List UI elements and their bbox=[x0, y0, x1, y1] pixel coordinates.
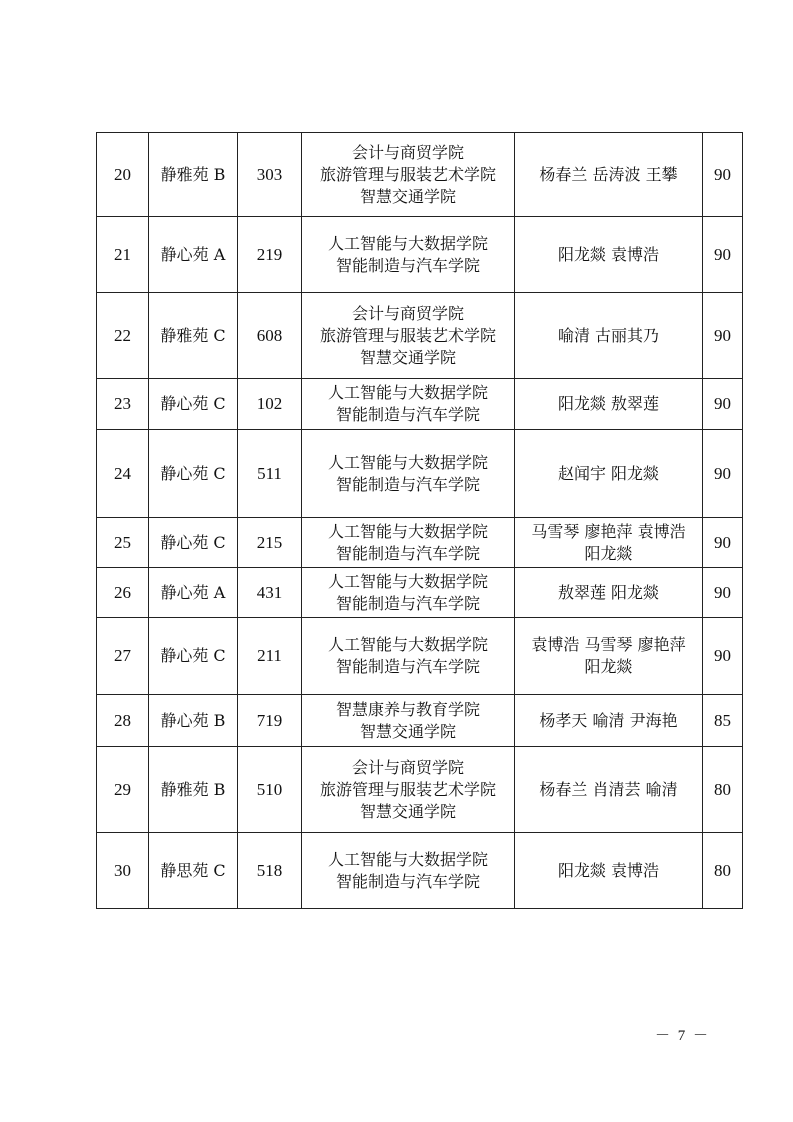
college-line: 智能制造与汽车学院 bbox=[335, 255, 480, 275]
colleges-cell bbox=[302, 293, 515, 379]
college-line: 智能制造与汽车学院 bbox=[335, 657, 480, 676]
college-line: 会计与商贸学院 bbox=[351, 142, 464, 162]
member-line: 阳龙燚 袁博浩 bbox=[557, 244, 660, 264]
table-row bbox=[97, 518, 743, 568]
row-number: 24 bbox=[97, 430, 149, 518]
row-number: 23 bbox=[97, 379, 149, 430]
building-cell: 静雅苑 B bbox=[149, 747, 238, 833]
building-cell: 静心苑 A bbox=[149, 217, 238, 293]
colleges-cell bbox=[302, 747, 515, 833]
members-cell bbox=[515, 568, 703, 618]
colleges-cell bbox=[302, 568, 515, 618]
colleges-cell bbox=[302, 430, 515, 518]
college-line: 智能制造与汽车学院 bbox=[335, 593, 480, 613]
room-cell: 510 bbox=[238, 747, 302, 833]
members-cell bbox=[515, 695, 703, 747]
room-cell: 719 bbox=[238, 695, 302, 747]
row-number: 27 bbox=[97, 618, 149, 695]
score-cell: 90 bbox=[703, 518, 743, 568]
member-line: 阳龙燚 敖翠莲 bbox=[557, 394, 660, 413]
member-line: 袁博浩 马雪琴 廖艳萍 bbox=[531, 635, 686, 654]
members-cell bbox=[515, 518, 703, 568]
colleges-cell bbox=[302, 695, 515, 747]
members-cell bbox=[515, 747, 703, 833]
colleges-cell bbox=[302, 217, 515, 293]
colleges-cell bbox=[302, 133, 515, 217]
score-cell: 90 bbox=[703, 379, 743, 430]
building-cell: 静心苑 C bbox=[149, 618, 238, 695]
college-line: 智慧交通学院 bbox=[359, 721, 456, 741]
room-cell: 511 bbox=[238, 430, 302, 518]
row-number: 21 bbox=[97, 217, 149, 293]
table-row bbox=[97, 379, 743, 430]
members-cell bbox=[515, 133, 703, 217]
score-cell: 90 bbox=[703, 430, 743, 518]
college-line: 旅游管理与服装艺术学院 bbox=[319, 779, 496, 799]
building-cell: 静心苑 C bbox=[149, 379, 238, 430]
table-row bbox=[97, 695, 743, 747]
members-cell bbox=[515, 833, 703, 909]
building-cell: 静雅苑 B bbox=[149, 133, 238, 217]
member-line: 阳龙燚 bbox=[584, 543, 633, 563]
room-cell: 102 bbox=[238, 379, 302, 430]
table-row bbox=[97, 747, 743, 833]
score-cell: 85 bbox=[703, 695, 743, 747]
building-cell: 静心苑 A bbox=[149, 568, 238, 618]
college-line: 人工智能与大数据学院 bbox=[327, 452, 488, 472]
colleges-cell bbox=[302, 833, 515, 909]
members-cell bbox=[515, 293, 703, 379]
members-cell bbox=[515, 618, 703, 695]
colleges-cell bbox=[302, 618, 515, 695]
college-line: 人工智能与大数据学院 bbox=[327, 521, 488, 541]
member-line: 喻清 古丽其乃 bbox=[557, 325, 660, 345]
member-line: 杨孝天 喻清 尹海艳 bbox=[539, 710, 678, 730]
table-row bbox=[97, 217, 743, 293]
dormitory-score-table bbox=[96, 132, 743, 909]
room-cell: 303 bbox=[238, 133, 302, 217]
table-row bbox=[97, 293, 743, 379]
room-cell: 215 bbox=[238, 518, 302, 568]
members-cell bbox=[515, 430, 703, 518]
row-number: 22 bbox=[97, 293, 149, 379]
college-line: 旅游管理与服装艺术学院 bbox=[319, 325, 496, 345]
member-line: 赵闻宇 阳龙燚 bbox=[557, 463, 660, 483]
college-line: 智能制造与汽车学院 bbox=[335, 405, 480, 424]
building-cell: 静雅苑 C bbox=[149, 293, 238, 379]
score-cell: 90 bbox=[703, 133, 743, 217]
members-cell bbox=[515, 379, 703, 430]
score-cell: 80 bbox=[703, 747, 743, 833]
row-number: 25 bbox=[97, 518, 149, 568]
building-cell: 静心苑 C bbox=[149, 430, 238, 518]
members-cell bbox=[515, 217, 703, 293]
building-cell: 静心苑 C bbox=[149, 518, 238, 568]
colleges-cell bbox=[302, 518, 515, 568]
score-cell: 90 bbox=[703, 217, 743, 293]
table-row bbox=[97, 568, 743, 618]
college-line: 智慧交通学院 bbox=[359, 186, 456, 206]
room-cell: 211 bbox=[238, 618, 302, 695]
member-line: 马雪琴 廖艳萍 袁博浩 bbox=[531, 521, 686, 541]
page-number: － 7 － bbox=[655, 1028, 711, 1044]
college-line: 智能制造与汽车学院 bbox=[335, 543, 480, 563]
college-line: 智能制造与汽车学院 bbox=[335, 871, 480, 891]
score-cell: 90 bbox=[703, 293, 743, 379]
row-number: 28 bbox=[97, 695, 149, 747]
member-line: 阳龙燚 bbox=[584, 657, 633, 676]
table-row bbox=[97, 833, 743, 909]
building-cell: 静思苑 C bbox=[149, 833, 238, 909]
college-line: 智慧交通学院 bbox=[359, 801, 456, 821]
row-number: 20 bbox=[97, 133, 149, 217]
room-cell: 219 bbox=[238, 217, 302, 293]
college-line: 人工智能与大数据学院 bbox=[327, 571, 488, 591]
room-cell: 608 bbox=[238, 293, 302, 379]
row-number: 29 bbox=[97, 747, 149, 833]
table-body bbox=[97, 133, 743, 909]
table-row bbox=[97, 430, 743, 518]
row-number: 26 bbox=[97, 568, 149, 618]
score-cell: 80 bbox=[703, 833, 743, 909]
college-line: 人工智能与大数据学院 bbox=[327, 849, 488, 869]
colleges-cell bbox=[302, 379, 515, 430]
college-line: 旅游管理与服装艺术学院 bbox=[319, 164, 496, 184]
score-cell: 90 bbox=[703, 568, 743, 618]
member-line: 杨春兰 岳涛波 王攀 bbox=[539, 164, 678, 184]
room-cell: 431 bbox=[238, 568, 302, 618]
member-line: 敖翠莲 阳龙燚 bbox=[557, 582, 660, 602]
college-line: 智慧康养与教育学院 bbox=[335, 699, 480, 719]
college-line: 人工智能与大数据学院 bbox=[327, 233, 488, 253]
college-line: 会计与商贸学院 bbox=[351, 303, 464, 323]
row-number: 30 bbox=[97, 833, 149, 909]
table-row bbox=[97, 618, 743, 695]
building-cell: 静心苑 B bbox=[149, 695, 238, 747]
college-line: 智能制造与汽车学院 bbox=[335, 474, 480, 494]
room-cell: 518 bbox=[238, 833, 302, 909]
member-line: 杨春兰 肖清芸 喻清 bbox=[539, 779, 678, 799]
college-line: 人工智能与大数据学院 bbox=[327, 635, 488, 654]
score-cell: 90 bbox=[703, 618, 743, 695]
college-line: 人工智能与大数据学院 bbox=[327, 383, 488, 402]
table-row bbox=[97, 133, 743, 217]
college-line: 会计与商贸学院 bbox=[351, 757, 464, 777]
college-line: 智慧交通学院 bbox=[359, 347, 456, 367]
member-line: 阳龙燚 袁博浩 bbox=[557, 860, 660, 880]
